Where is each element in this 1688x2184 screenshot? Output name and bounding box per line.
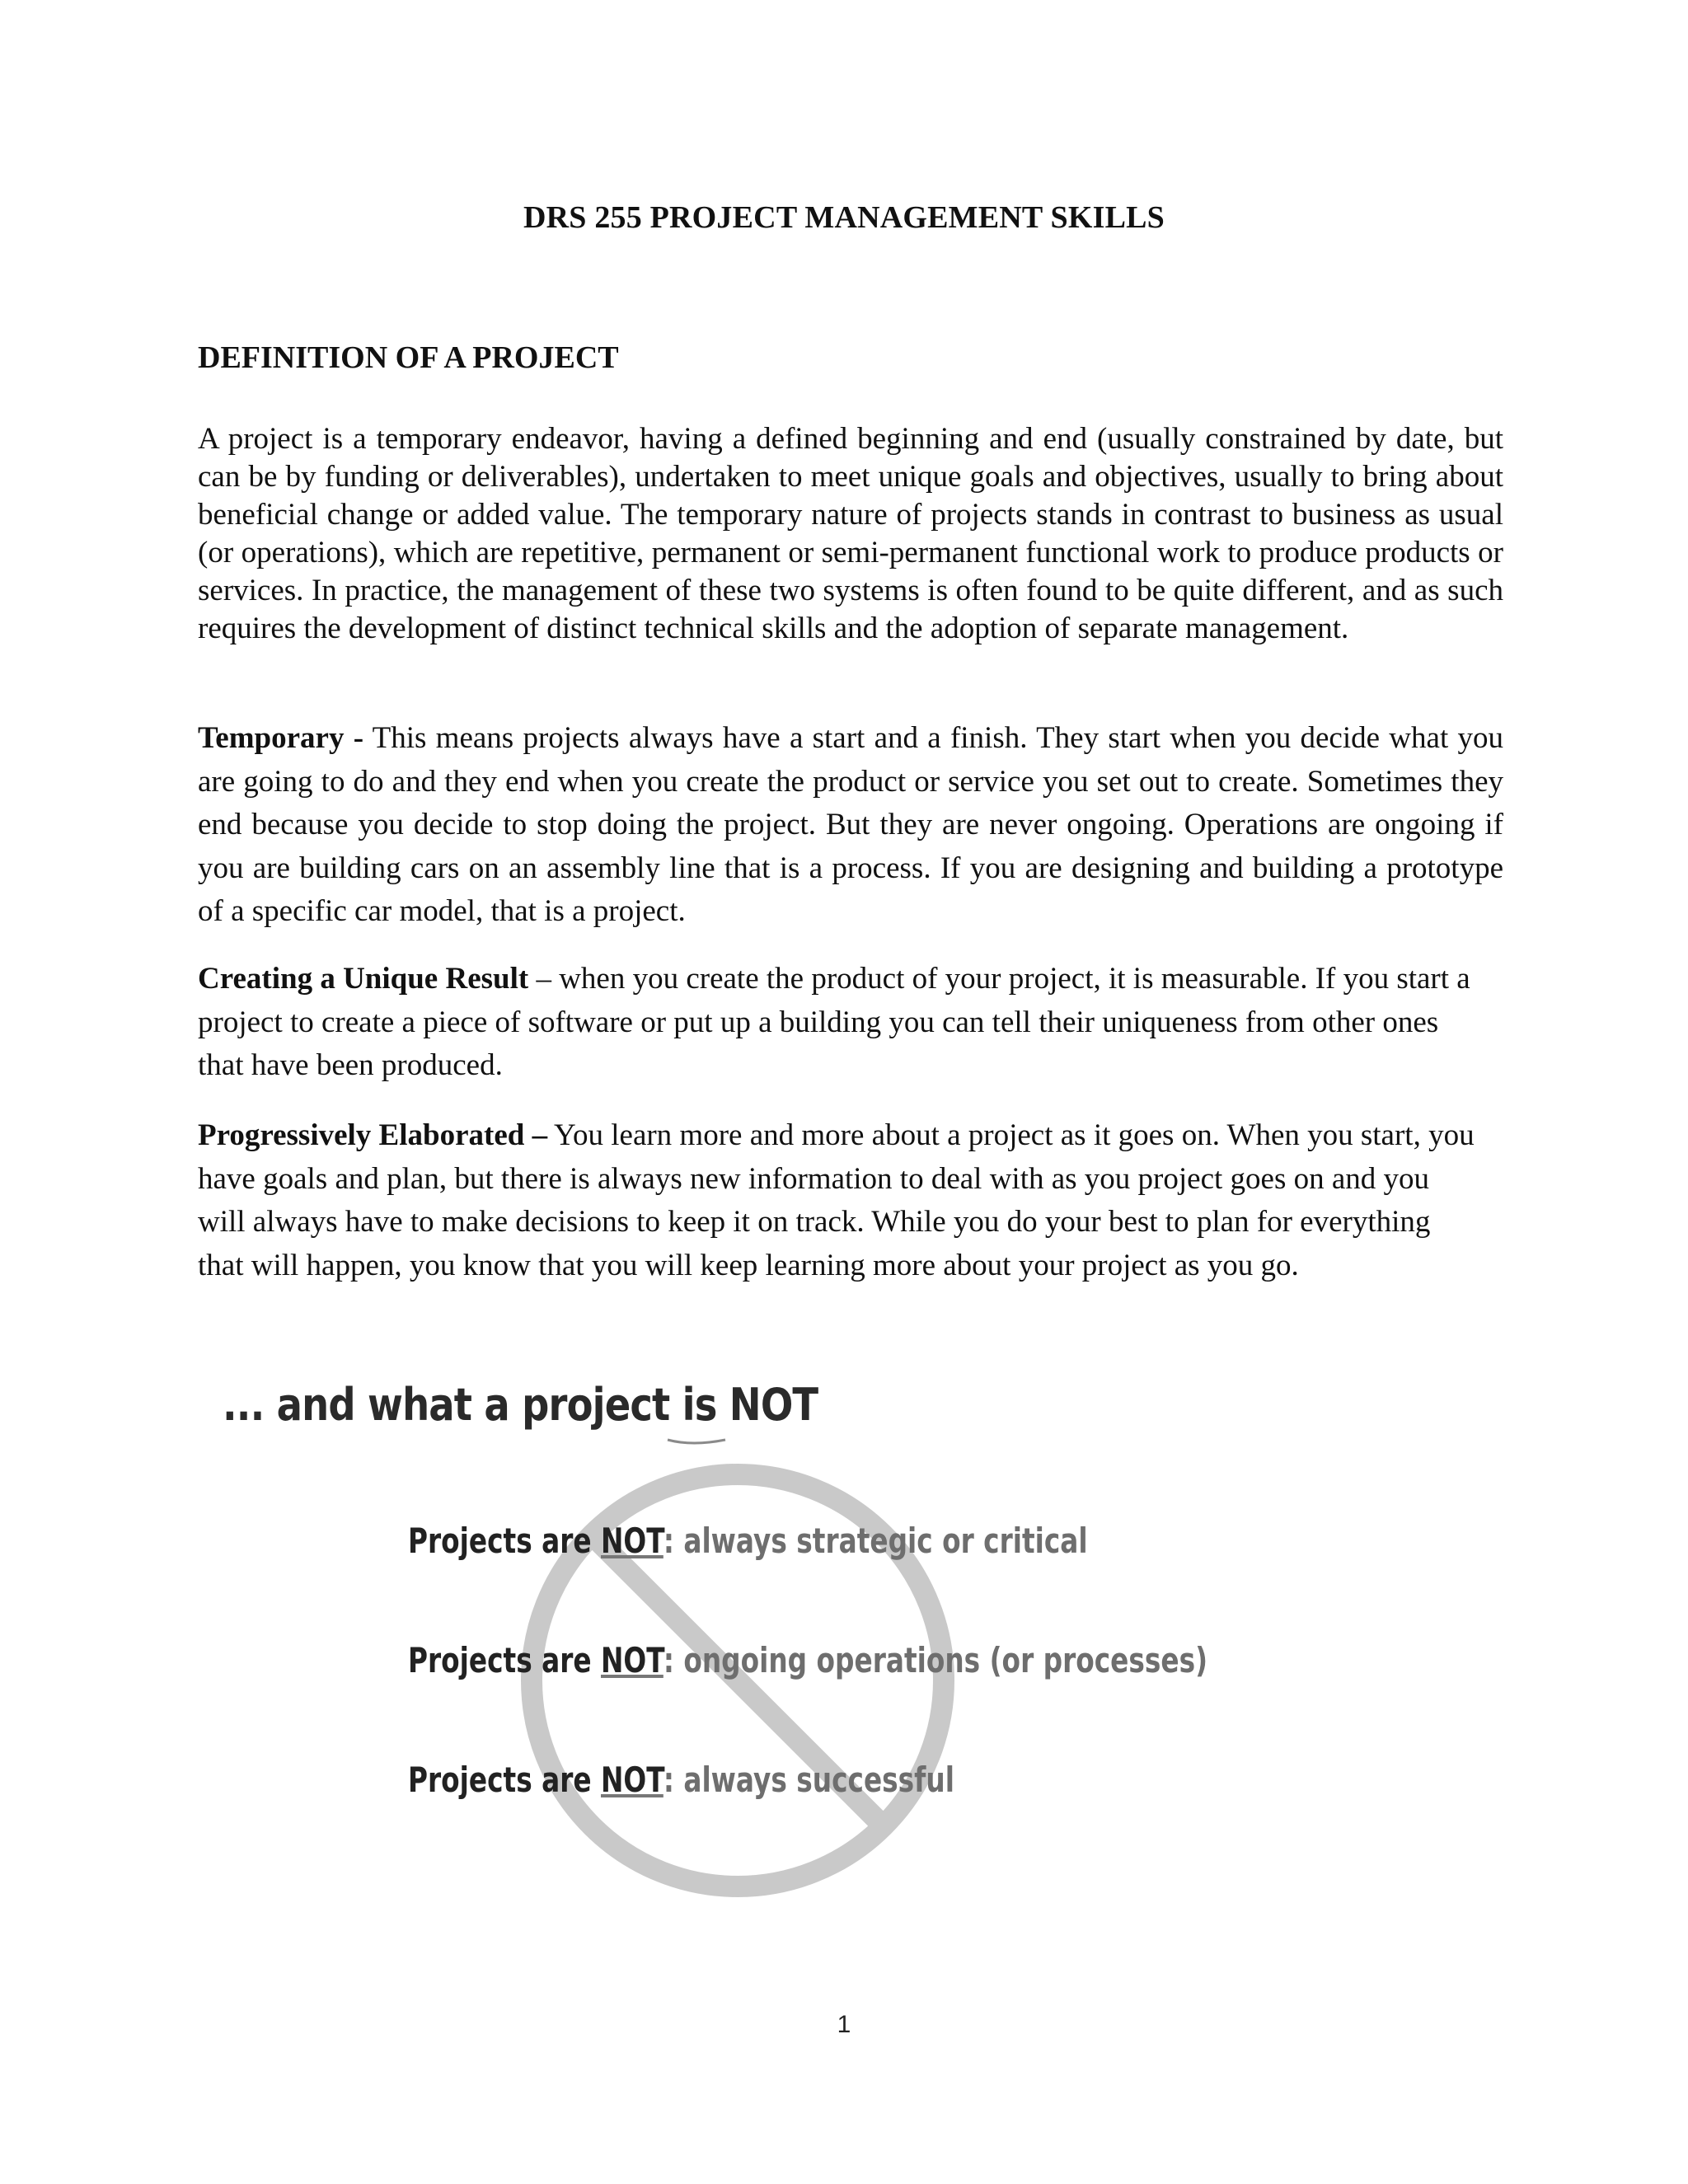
figure-line-lead: Projects are (408, 1521, 601, 1561)
figure-line-not: NOT (601, 1521, 663, 1561)
figure-line (408, 1640, 1207, 1680)
figure-line-lead: Projects are (408, 1640, 601, 1680)
figure-line-lead: Projects are (408, 1760, 601, 1800)
figure-line-rest: : always successful (663, 1760, 954, 1800)
document-title: DRS 255 PROJECT MANAGEMENT SKILLS (523, 200, 1165, 235)
figure-line (408, 1521, 1088, 1561)
intro-paragraph: A project is a temporary endeavor, having a defined beginning and end (usually constrained by date, but can be by funding or deliverables), undertaken to meet unique goals and objectives, usually to bring about beneficial change or added value. The temporary nature of projects stands in contrast to business as usual (or operations), which are repetitive, permanent or semi-permanent functional work to produce products or services. In practice, the management of these two systems is often found to be quite different, and as such requires the development of distinct technical skills and the adoption of separate management. (198, 422, 1503, 645)
figure-line-not: NOT (601, 1760, 663, 1800)
definition-progressively-elaborated (198, 1114, 1484, 1287)
section-heading: DEFINITION OF A PROJECT (198, 340, 619, 375)
figure-line (408, 1760, 954, 1800)
definition-text: You learn more and more about a project as it goes on. When you start, you have goals and plan, but there is always new information to deal with as you project goes on and you will always have to make decisions to keep it on track. While you do your best to plan for everything that will happen, you know that you will keep learning more about your project as you go. (198, 1118, 1475, 1282)
figure-title: ... and what a project is NOT (223, 1379, 818, 1431)
figure-line-rest: : ongoing operations (or processes) (663, 1640, 1208, 1680)
definition-temporary (198, 717, 1503, 934)
figure-line-not: NOT (601, 1640, 663, 1680)
definition-unique-result (198, 958, 1484, 1088)
what-a-project-is-not-figure (198, 1372, 1208, 1916)
definition-term: Progressively Elaborated – (198, 1118, 548, 1152)
definition-term: Creating a Unique Result (198, 962, 529, 996)
figure-line-rest: : always strategic or critical (663, 1521, 1088, 1561)
page-number: 1 (837, 2011, 851, 2038)
definition-text: – when you create the product of your project, it is measurable. If you start a project to create a piece of software or put up a building you can tell their uniqueness from other ones that have been produced. (198, 962, 1470, 1082)
definition-text: This means projects always have a start and a finish. They start when you decide what you are going to do and they end when you create the product or service you set out to create. Sometimes they end because you decide to stop doing the project. But they are never ongoing. Operations are ongoing if you are building cars on an assembly line that is a process. If you are designing and building a prototype of a specific car model, that is a project. (198, 721, 1503, 928)
definition-term: Temporary - (198, 721, 364, 755)
